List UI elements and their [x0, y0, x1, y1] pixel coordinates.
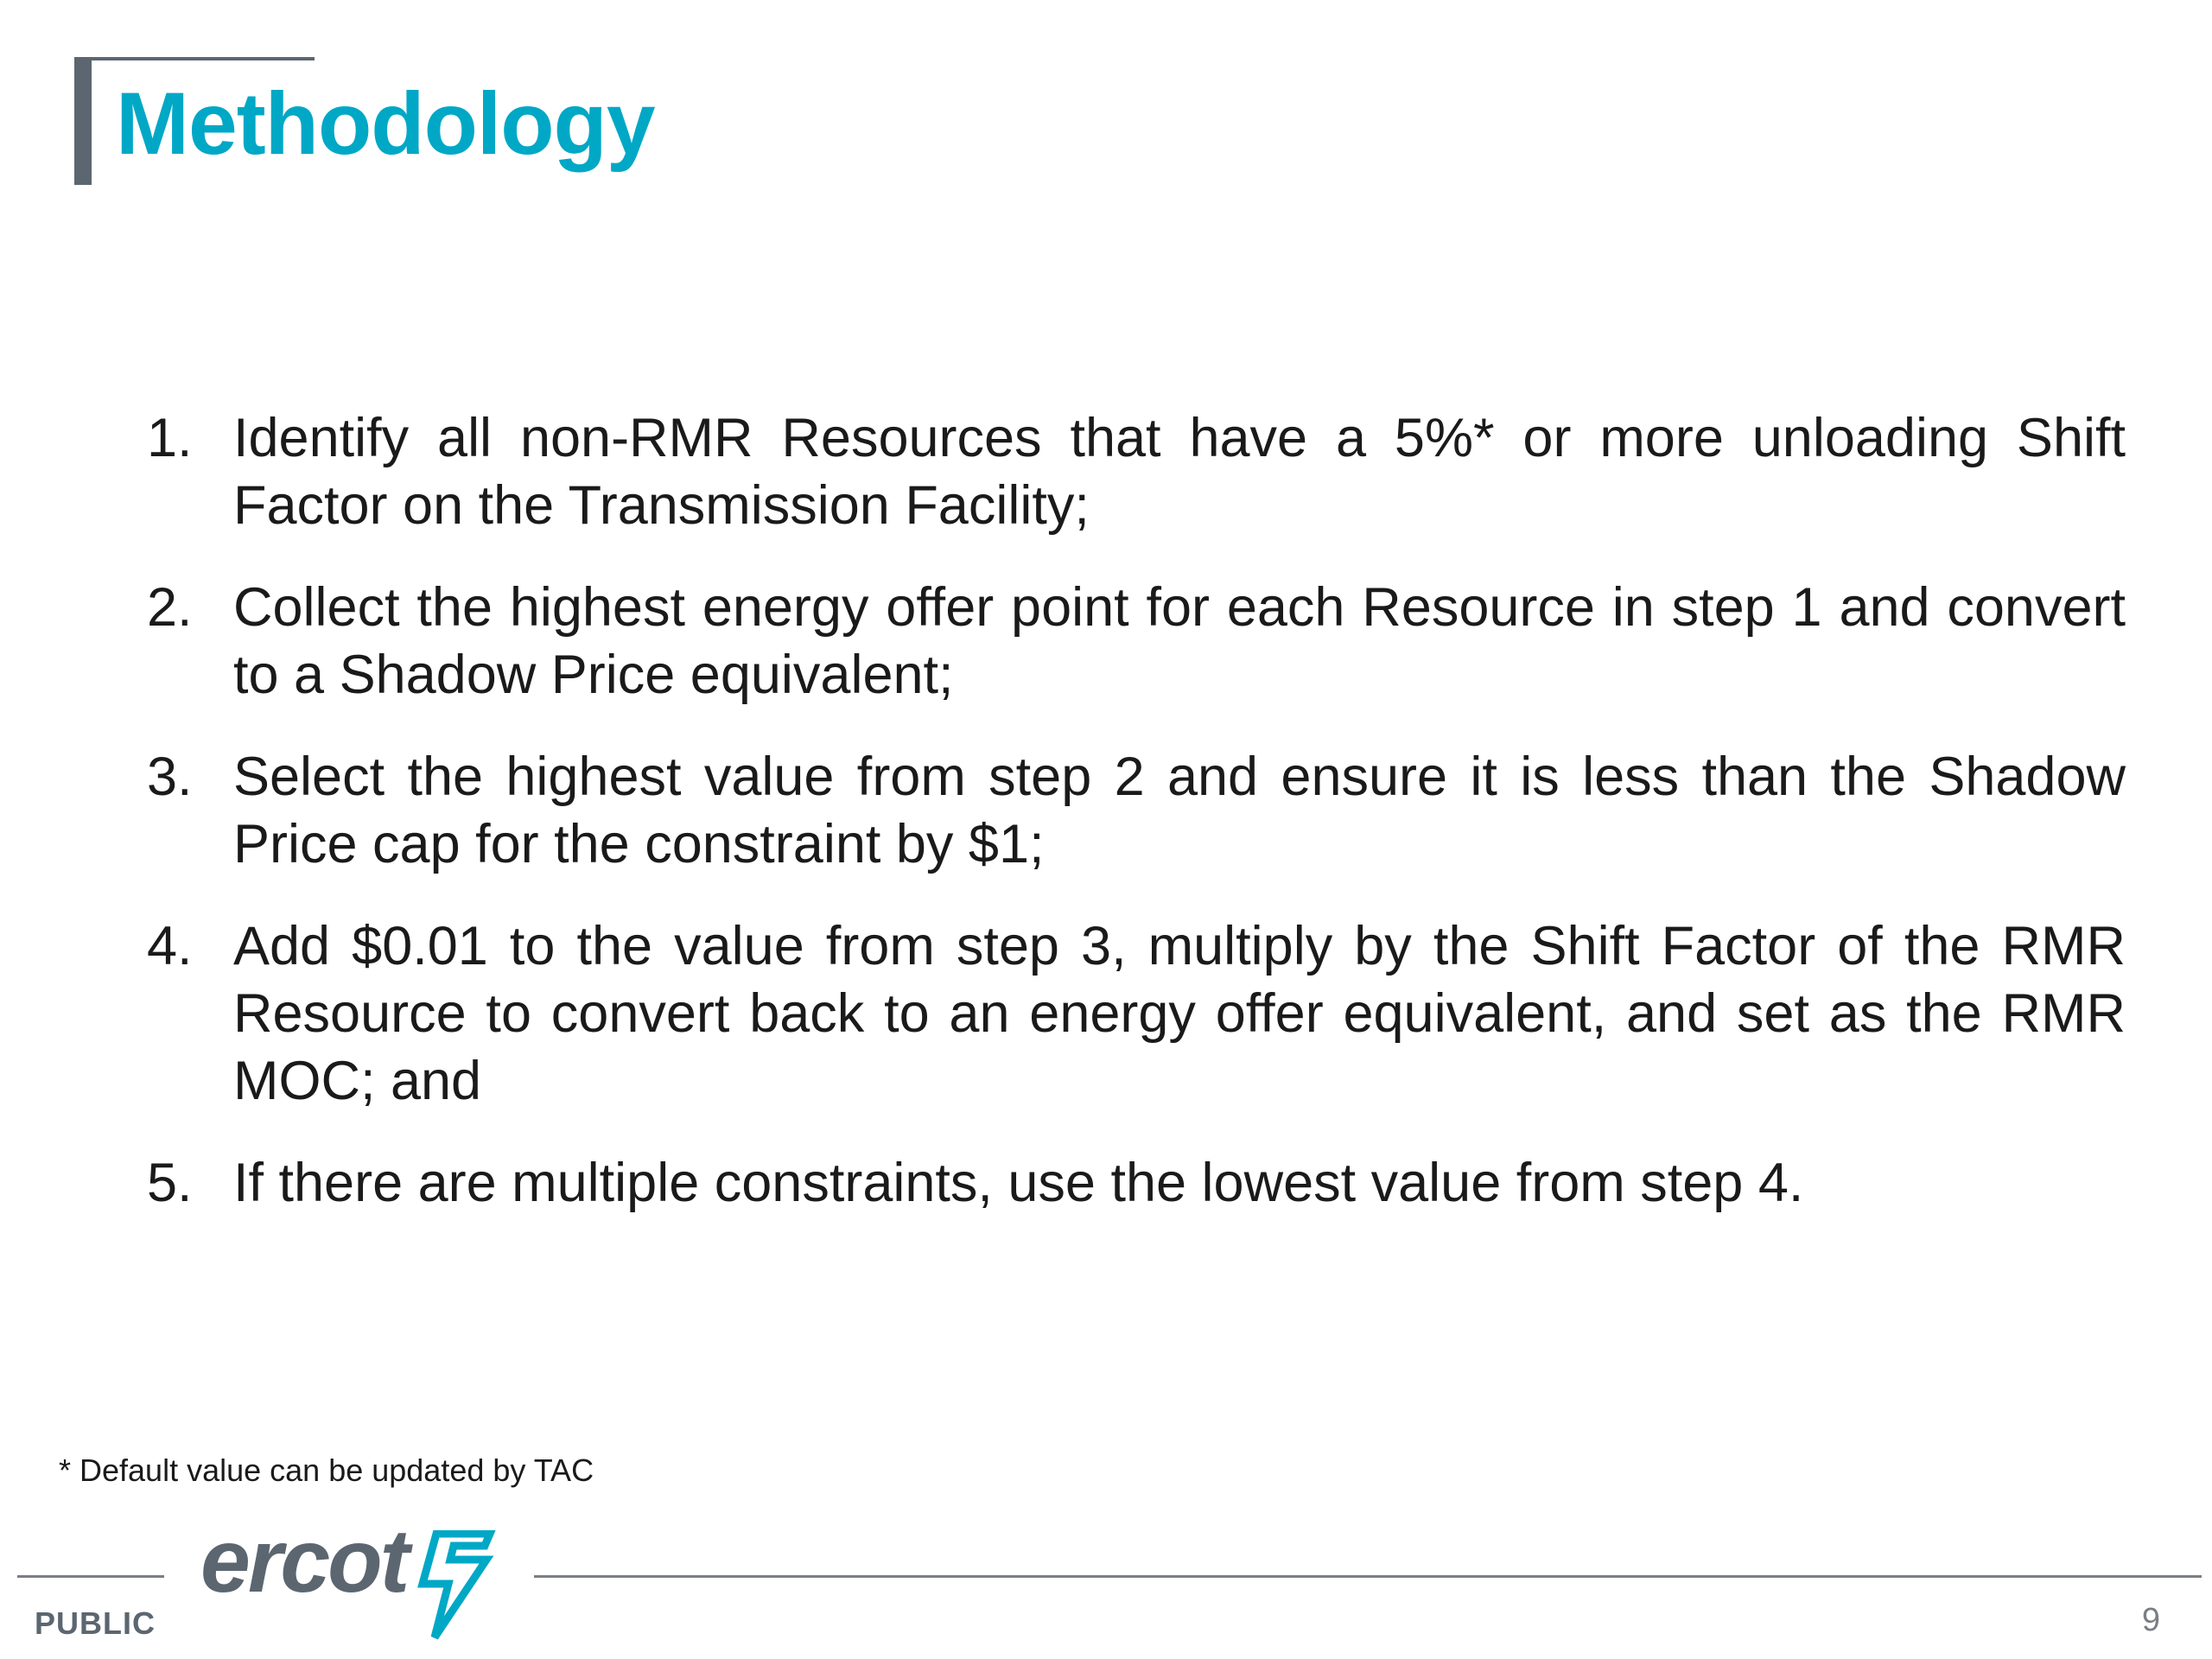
step-item: [147, 404, 2126, 539]
slide-title: Methodology: [116, 74, 655, 173]
step-number: 3.: [147, 747, 193, 807]
step-text: Collect the highest energy offer point for each Resource in step 1 and convert to a Shadow Price equivalent;: [233, 577, 2126, 705]
step-number: 2.: [147, 577, 193, 638]
step-number: 5.: [147, 1153, 193, 1213]
step-number: 4.: [147, 916, 193, 976]
page-number: 9: [2141, 1602, 2160, 1638]
title-accent-rule: [74, 57, 315, 60]
step-text: If there are multiple constraints, use the lowest value from step 4.: [233, 1153, 1804, 1213]
step-text: Select the highest value from step 2 and ensure it is less than the Shadow Price cap for the constraint by $1;: [233, 747, 2126, 874]
logo-wordmark: ercot: [200, 1511, 408, 1611]
footer-divider-left: [17, 1575, 164, 1578]
step-number: 1.: [147, 408, 193, 468]
footer-divider-right: [534, 1575, 2202, 1578]
methodology-steps-list: [147, 404, 2126, 1251]
step-item: [147, 1149, 2126, 1217]
classification-label: PUBLIC: [35, 1605, 156, 1641]
step-text: Identify all non-RMR Resources that have a 5%* or more unloading Shift Factor on the Transmission Facility;: [233, 408, 2126, 536]
step-item: [147, 574, 2126, 709]
lightning-bolt-icon: [410, 1530, 497, 1641]
step-item: [147, 743, 2126, 878]
ercot-logo: [200, 1511, 497, 1611]
footnote: * Default value can be updated by TAC: [59, 1452, 594, 1488]
step-item: [147, 912, 2126, 1115]
step-text: Add $0.01 to the value from step 3, multiply by the Shift Factor of the RMR Resource to convert back to an energy offer equivalent, and set as the RMR MOC; and: [233, 916, 2126, 1111]
title-accent-bar: [74, 57, 92, 185]
